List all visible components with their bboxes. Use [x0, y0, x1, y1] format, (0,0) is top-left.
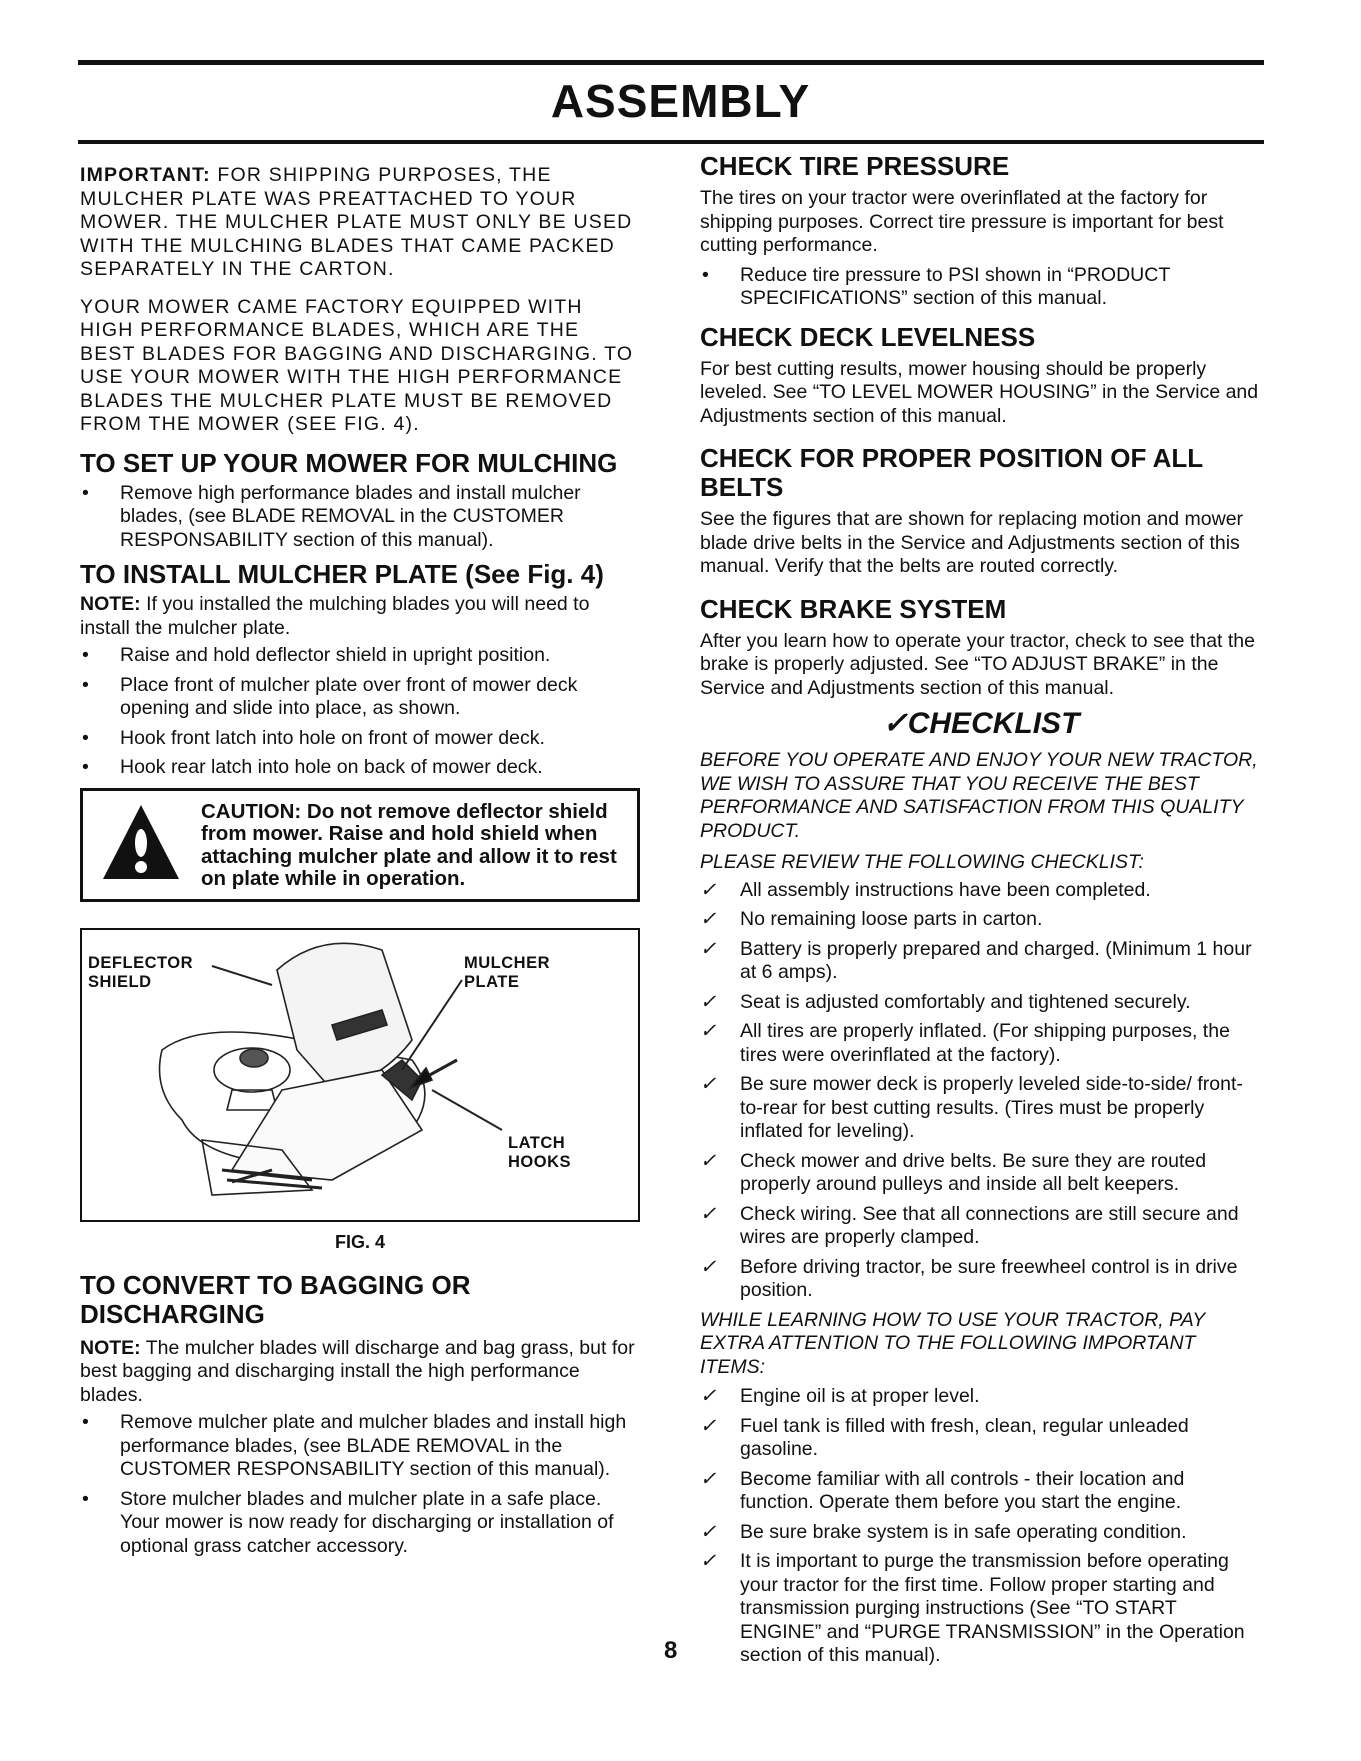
check-icon: ✓ [700, 1414, 717, 1437]
setup-list [80, 482, 640, 553]
convert-heading: TO CONVERT TO BAGGING OR DISCHARGING [80, 1269, 471, 1329]
checklist-item [700, 879, 1262, 903]
label-deflector: DEFLECTOR [88, 953, 194, 972]
checklist-item-text: It is important to purge the transmission before operating your tractor for the first time. Follow proper starting and transmission purging instructions (See “TO START ENGINE” and “PURGE TRANSMISSION” in the Operation section of this manual). [740, 1550, 1245, 1666]
setup-heading: TO SET UP YOUR MOWER FOR MULCHING [80, 447, 618, 478]
checklist-intro: BEFORE YOU OPERATE AND ENJOY YOUR NEW TRACTOR, WE WISH TO ASSURE THAT YOU RECEIVE THE BEST PERFORMANCE AND SATISFACTION FROM THIS QUALITY PRODUCT. [700, 749, 1258, 842]
check-icon: ✓ [700, 1073, 717, 1095]
figure-4 [80, 928, 640, 1222]
checklist-item [700, 1415, 1262, 1462]
checklist-item [700, 1550, 1262, 1668]
important-paragraph [80, 164, 640, 282]
top-rule [78, 60, 1264, 65]
page-title: ASSEMBLY [550, 75, 811, 127]
checklist-item-text: Engine oil is at proper level. [740, 1385, 980, 1407]
checklist-item-text: No remaining loose parts in carton. [740, 908, 1043, 930]
check-icon: ✓ [700, 1550, 717, 1572]
checklist-heading: ✓CHECKLIST [882, 707, 1080, 740]
checklist-item [700, 1073, 1262, 1144]
list-item: • Store mulcher blades and mulcher plate in a safe place. Your mower is now ready for discharging or installation of optional grass catcher accessory. [80, 1488, 640, 1559]
checklist-item [700, 938, 1262, 985]
mower-drawing [82, 930, 638, 1216]
install-heading: TO INSTALL MULCHER PLATE (See Fig. 4) [80, 559, 604, 589]
install-list [80, 644, 640, 780]
check-icon: ✓ [700, 1385, 717, 1407]
belts-text: See the figures that are shown for replacing motion and mower blade drive belts in the Service and Adjustments section of this manual. Verify that the belts are routed correctly. [700, 508, 1244, 577]
checklist-item-text: Be sure brake system is in safe operating condition. [740, 1520, 1187, 1543]
caution-box [80, 788, 640, 902]
checklist-item-text: Be sure mower deck is properly leveled side-to-side/ front-to-rear for best cutting results. (Tires must be properly inflated for leveling). [740, 1073, 1243, 1142]
label-hooks: HOOKS [508, 1152, 572, 1171]
checklist-item-text: Battery is properly prepared and charged. (Minimum 1 hour at 6 amps). [740, 937, 1252, 983]
list-item: • Raise and hold deflector shield in upright position. [80, 644, 640, 668]
checklist-item [700, 1203, 1262, 1250]
checklist-item [700, 1521, 1262, 1545]
note-label: NOTE: [80, 1336, 141, 1359]
page-number: 8 [664, 1637, 678, 1664]
checklist-item-text: All assembly instructions have been completed. [740, 878, 1151, 901]
belts-heading: CHECK FOR PROPER POSITION OF ALL BELTS [700, 443, 1203, 502]
check-icon: ✓ [700, 937, 717, 960]
check-icon: ✓ [700, 1467, 717, 1490]
checklist-item [700, 1385, 1262, 1409]
figure-caption: FIG. 4 [334, 1231, 385, 1252]
checklist-item [700, 1150, 1262, 1197]
check-icon: ✓ [700, 878, 717, 901]
review-text: PLEASE REVIEW THE FOLLOWING CHECKLIST: [700, 851, 1144, 873]
checklist-item [700, 991, 1262, 1015]
checklist-item [700, 1256, 1262, 1303]
checklist-item-text: Check wiring. See that all connections are still secure and wires are properly clamped. [740, 1202, 1239, 1248]
tire-list [700, 264, 1262, 311]
check-icon: ✓ [700, 1149, 717, 1172]
list-item: • Hook front latch into hole on front of mower deck. [80, 727, 640, 751]
deck-text: For best cutting results, mower housing should be properly leveled. See “TO LEVEL MOWER HOUSING” in the Service and Adjustments section of this manual. [700, 357, 1259, 427]
deck-heading: CHECK DECK LEVELNESS [700, 321, 1036, 352]
note-text: The mulcher blades will discharge and bag grass, but for best bagging and discharging install the high performance blades. [80, 1336, 635, 1406]
brake-text: After you learn how to operate your tractor, check to see that the brake is properly adjusted. See “TO ADJUST BRAKE” in the Service and Adjustments section of this manual. [700, 629, 1255, 699]
convert-note [80, 1337, 640, 1408]
tire-text: The tires on your tractor were overinflated at the factory for shipping purposes. Correct tire pressure is important for best cutting performance. [700, 187, 1224, 256]
note-label: NOTE: [80, 593, 141, 615]
learning-list [700, 1385, 1262, 1668]
right-column [700, 152, 1262, 1674]
checklist-item-text: Before driving tractor, be sure freewheel control is in drive position. [740, 1255, 1238, 1301]
list-item: • Place front of mulcher plate over front of mower deck opening and slide into place, as shown. [80, 674, 640, 721]
convert-list [80, 1411, 640, 1558]
checklist-item-text: Fuel tank is filled with fresh, clean, regular unleaded gasoline. [740, 1414, 1189, 1460]
checklist-item-text: Seat is adjusted comfortably and tightened securely. [740, 990, 1191, 1013]
warning-icon [101, 803, 181, 883]
factory-paragraph: YOUR MOWER CAME FACTORY EQUIPPED WITH HIGH PERFORMANCE BLADES, WHICH ARE THE BEST BLADES FOR BAGGING AND DISCHARGING. TO USE YOUR MOWER WITH THE HIGH PERFORMANCE BLADES THE MULCHER PLATE MUST BE REMOVED FROM THE MOWER (SEE FIG. 4). [80, 295, 634, 435]
checklist-item [700, 1020, 1262, 1067]
checklist-item-text: Become familiar with all controls - their location and function. Operate them before you start the engine. [740, 1467, 1185, 1513]
checklist-item [700, 908, 1262, 932]
check-icon: ✓ [700, 990, 717, 1013]
check-icon: ✓ [700, 1520, 717, 1543]
brake-heading: CHECK BRAKE SYSTEM [700, 593, 1007, 624]
checklist-item [700, 1468, 1262, 1515]
important-text: FOR SHIPPING PURPOSES, THE MULCHER PLATE WAS PREATTACHED TO YOUR MOWER. THE MULCHER PLATE MUST ONLY BE USED WITH THE MULCHING BLADES THAT CAME PACKED SEPARATELY IN THE CARTON. [80, 164, 633, 280]
list-item: • Remove high performance blades and install mulcher blades, (see BLADE REMOVAL in the CUSTOMER RESPONSABILITY section of this manual). [80, 482, 640, 553]
check-icon: ✓ [700, 908, 717, 930]
checklist-item-text: All tires are properly inflated. (For shipping purposes, the tires were overinflated at the factory). [740, 1020, 1230, 1066]
left-column [80, 162, 640, 1564]
important-label: IMPORTANT: [80, 164, 211, 186]
check-icon: ✓ [700, 1020, 717, 1042]
check-icon: ✓ [700, 1255, 717, 1278]
install-note [80, 593, 640, 640]
check-icon: ✓ [700, 1202, 717, 1225]
note-text: If you installed the mulching blades you will need to install the mulcher plate. [80, 593, 590, 639]
caution-text: CAUTION: Do not remove deflector shield from mower. Raise and hold shield when attaching mulcher plate and allow it to rest on plate while in operation. [201, 799, 617, 890]
label-shield: SHIELD [88, 972, 152, 991]
label-plate: PLATE [464, 972, 520, 991]
list-item: • Remove mulcher plate and mulcher blades and install high performance blades, (see BLADE REMOVAL in the CUSTOMER RESPONSABILITY section of this manual). [80, 1411, 640, 1482]
label-latch: LATCH [508, 1133, 566, 1152]
tire-heading: CHECK TIRE PRESSURE [700, 151, 1010, 181]
title-rule [78, 140, 1264, 144]
list-item: • Reduce tire pressure to PSI shown in “PRODUCT SPECIFICATIONS” section of this manual. [700, 264, 1262, 311]
learning-text: WHILE LEARNING HOW TO USE YOUR TRACTOR, PAY EXTRA ATTENTION TO THE FOLLOWING IMPORTANT ITEMS: [700, 1308, 1205, 1378]
label-mulcher: MULCHER [464, 953, 550, 972]
checklist-item-text: Check mower and drive belts. Be sure they are routed properly around pulleys and inside all belt keepers. [740, 1149, 1207, 1195]
checklist [700, 879, 1262, 1303]
list-item: • Hook rear latch into hole on back of mower deck. [80, 756, 640, 780]
